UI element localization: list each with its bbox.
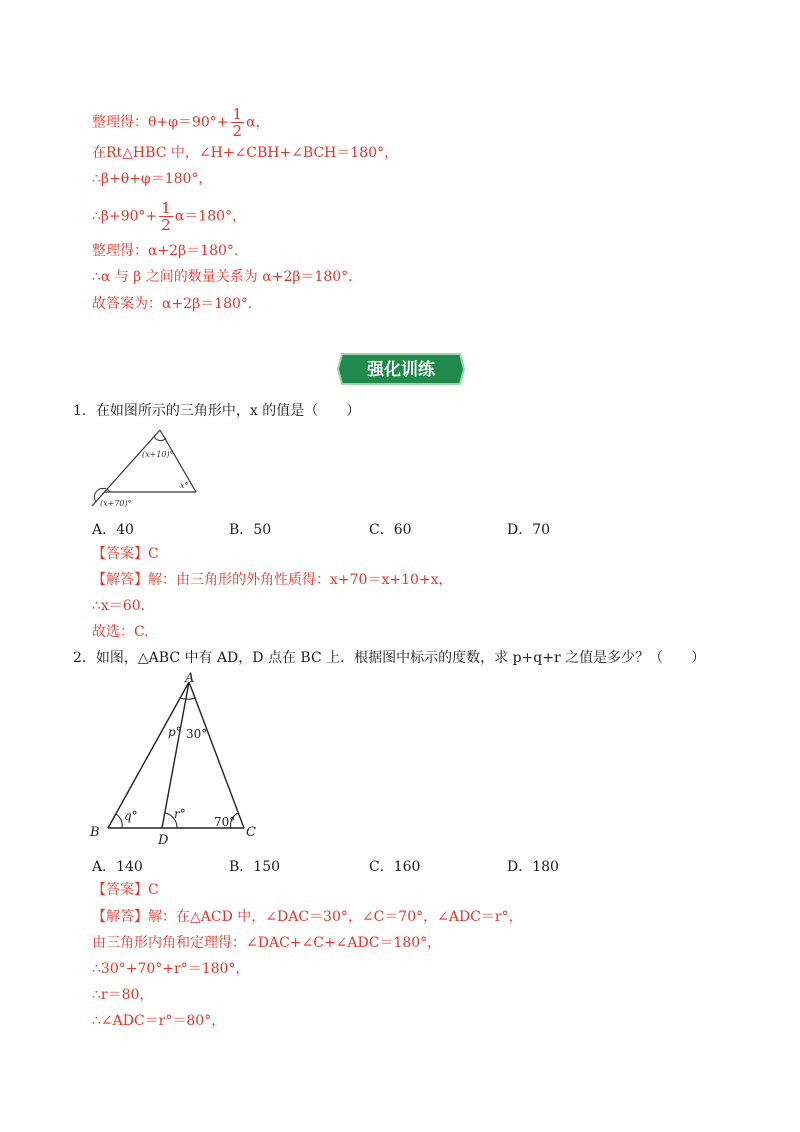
fraction-denominator: 2 bbox=[161, 216, 171, 234]
q2-solution-3: ∴30°+70°+r°＝180°， bbox=[92, 961, 250, 977]
solution-line-2: 在Rt△HBC 中，∠H+∠CBH+∠BCH＝180°， bbox=[92, 145, 399, 161]
solution-line-1 bbox=[92, 106, 270, 139]
solution-line-6: ∴α 与 β 之间的数量关系为 α+2β＝180°. bbox=[92, 269, 353, 285]
q2-solution-1: 【解答】解：在△ACD 中，∠DAC＝30°，∠C＝70°，∠ADC＝r°， bbox=[92, 909, 523, 925]
q2-choice-b[interactable]: B．150 bbox=[229, 859, 281, 875]
q2-choice-d[interactable]: D．180 bbox=[507, 859, 559, 875]
q2-triangle-figure bbox=[86, 668, 264, 848]
q2-answer: 【答案】C bbox=[92, 882, 159, 898]
fraction-numerator: 1 bbox=[232, 105, 243, 123]
q1-solution-2: ∴x＝60. bbox=[92, 598, 146, 614]
q1-choice-c[interactable]: C．60 bbox=[369, 522, 412, 538]
solution-line-7: 故答案为：α+2β＝180°. bbox=[92, 296, 253, 312]
q1-stem: 1．在如图所示的三角形中，x 的值是（ ） bbox=[73, 403, 361, 419]
q1-label-right: x° bbox=[180, 481, 189, 490]
q1-solution-1: 【解答】解：由三角形的外角性质得：x+70＝x+10+x， bbox=[92, 572, 453, 588]
q2-solution-2: 由三角形内角和定理得：∠DAC+∠C+∠ADC＝180°， bbox=[92, 935, 442, 951]
q2-vertex-a: A bbox=[185, 671, 195, 686]
q1-solution-3: 故选：C. bbox=[92, 624, 149, 640]
q1-label-top: (x+10)° bbox=[142, 450, 174, 459]
q1-choice-b[interactable]: B．50 bbox=[229, 522, 272, 538]
q2-vertex-b: B bbox=[90, 825, 100, 840]
solution-line-1-prefix: 整理得：θ+φ＝90°+ bbox=[92, 114, 229, 131]
q2-choice-c[interactable]: C．160 bbox=[369, 859, 421, 875]
q2-solution-4: ∴r＝80， bbox=[92, 987, 154, 1003]
q2-angle-70: 70° bbox=[214, 815, 236, 829]
section-badge-label: 强化训练 bbox=[367, 360, 435, 380]
solution-line-5: 整理得：α+2β＝180°. bbox=[92, 243, 239, 259]
fraction-numerator: 1 bbox=[161, 199, 171, 217]
fraction-half bbox=[231, 106, 245, 139]
q1-answer: 【答案】C bbox=[92, 546, 159, 562]
section-badge bbox=[336, 350, 466, 388]
q2-solution-5: ∴∠ADC＝r°＝80°， bbox=[92, 1013, 226, 1029]
fraction-denominator: 2 bbox=[232, 122, 243, 140]
q2-angle-p: p° bbox=[168, 725, 182, 739]
solution-line-4-prefix: ∴β+90°+ bbox=[92, 208, 158, 225]
q2-vertex-c: C bbox=[246, 825, 256, 840]
q2-vertex-d: D bbox=[158, 833, 169, 848]
q1-triangle-figure bbox=[88, 426, 200, 510]
q2-stem: 2．如图，△ABC 中有 AD，D 点在 BC 上．根据图中标示的度数，求 p+q+r 之值是多少？（ ） bbox=[73, 650, 706, 666]
solution-line-4-suffix: α＝180°， bbox=[174, 208, 247, 225]
q2-angle-30: 30° bbox=[186, 727, 208, 741]
fraction-half bbox=[159, 200, 173, 233]
q2-angle-r: r° bbox=[174, 807, 186, 821]
q1-choice-d[interactable]: D．70 bbox=[507, 522, 551, 538]
solution-line-3: ∴β+θ+φ＝180°， bbox=[92, 171, 213, 187]
q1-choice-a[interactable]: A．40 bbox=[92, 522, 134, 538]
q1-label-bottom: (x+70)° bbox=[100, 499, 132, 508]
solution-line-1-suffix: α， bbox=[246, 114, 270, 131]
q2-angle-q: q° bbox=[124, 809, 138, 823]
q2-choice-a[interactable]: A．140 bbox=[92, 859, 143, 875]
solution-line-4 bbox=[92, 200, 246, 233]
